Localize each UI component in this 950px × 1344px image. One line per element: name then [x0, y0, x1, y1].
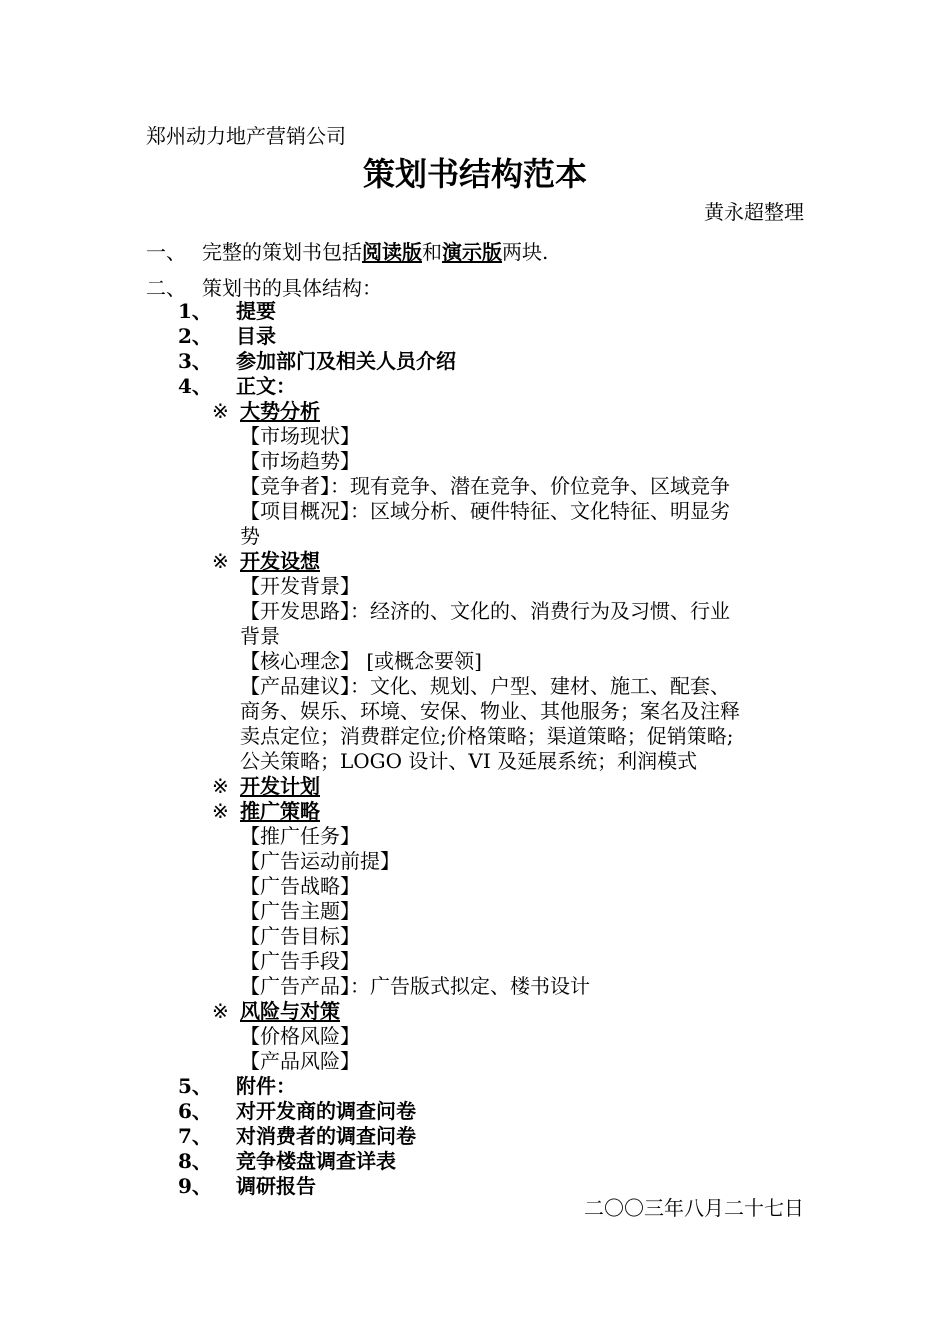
detail-line: 【广告目标】 — [240, 924, 360, 948]
item-2-number: 2、 — [178, 324, 212, 348]
detail-line: 【核心理念】 [或概念要领] — [240, 649, 482, 673]
section-1-number: 一、 — [146, 240, 186, 264]
subsection-3-mark: ※ — [212, 774, 229, 798]
detail-line: 商务、娱乐、环境、安保、物业、其他服务；案名及注释 — [240, 699, 740, 723]
item-9-label: 调研报告 — [236, 1174, 316, 1198]
document-title: 策划书结构范本 — [362, 155, 587, 193]
detail-line: 【广告战略】 — [240, 874, 360, 898]
detail-line: 【开发思路】：经济的、文化的、消费行为及习惯、行业 — [240, 599, 730, 623]
detail-line: 【价格风险】 — [240, 1024, 360, 1048]
item-3-number: 3、 — [178, 349, 212, 373]
detail-line: 【推广任务】 — [240, 824, 360, 848]
detail-line: 【广告运动前提】 — [240, 849, 400, 873]
detail-line: 【广告手段】 — [240, 949, 360, 973]
subsection-2-mark: ※ — [212, 549, 229, 573]
item-2-label: 目录 — [236, 324, 276, 348]
keyword-presentation-version: 演示版 — [442, 240, 502, 264]
section-1-text-b: 和 — [422, 240, 442, 264]
detail-line: 公关策略；LOGO 设计、VI 及延展系统；利润模式 — [240, 749, 698, 773]
item-1-label: 提要 — [236, 299, 276, 323]
keyword-reading-version: 阅读版 — [362, 240, 422, 264]
item-4-label: 正文： — [236, 374, 296, 398]
detail-line: 【竞争者】：现有竞争、潜在竞争、价位竞争、区域竞争 — [240, 474, 730, 498]
detail-line: 【市场趋势】 — [240, 449, 360, 473]
subsection-4-mark: ※ — [212, 799, 229, 823]
item-5-label: 附件： — [236, 1074, 296, 1098]
item-1-number: 1、 — [178, 299, 212, 323]
detail-line: 【广告产品】：广告版式拟定、楼书设计 — [240, 974, 590, 998]
item-8-label: 竞争楼盘调查详表 — [236, 1149, 396, 1173]
detail-line: 【产品建议】：文化、规划、户型、建材、施工、配套、 — [240, 674, 730, 698]
subsection-5-title: 风险与对策 — [240, 999, 340, 1023]
section-2-text: 策划书的具体结构： — [202, 276, 382, 300]
item-8-number: 8、 — [178, 1149, 212, 1173]
company-name: 郑州动力地产营销公司 — [146, 124, 346, 148]
item-4-number: 4、 — [178, 374, 212, 398]
item-3-label: 参加部门及相关人员介绍 — [236, 349, 456, 373]
section-1-text-a: 完整的策划书包括 — [202, 240, 362, 264]
item-6-number: 6、 — [178, 1099, 212, 1123]
section-1-text-c: 两块. — [502, 240, 549, 264]
detail-line: 势 — [240, 524, 260, 548]
subsection-3-title: 开发计划 — [240, 774, 320, 798]
item-9-number: 9、 — [178, 1174, 212, 1198]
item-7-number: 7、 — [178, 1124, 212, 1148]
subsection-1-title: 大势分析 — [240, 399, 320, 423]
detail-line: 背景 — [240, 624, 280, 648]
item-5-number: 5、 — [178, 1074, 212, 1098]
detail-line: 【开发背景】 — [240, 574, 360, 598]
detail-line: 【广告主题】 — [240, 899, 360, 923]
item-7-label: 对消费者的调查问卷 — [236, 1124, 416, 1148]
section-2-number: 二、 — [146, 276, 186, 300]
detail-line: 卖点定位；消费群定位;价格策略；渠道策略；促销策略; — [240, 724, 734, 748]
document-date: 二〇〇三年八月二十七日 — [584, 1196, 804, 1220]
item-6-label: 对开发商的调查问卷 — [236, 1099, 416, 1123]
section-1-text — [202, 240, 548, 265]
subsection-2-title: 开发设想 — [240, 549, 320, 573]
subsection-4-title: 推广策略 — [240, 799, 320, 823]
detail-line: 【产品风险】 — [240, 1049, 360, 1073]
author-line: 黄永超整理 — [704, 200, 804, 224]
detail-line: 【市场现状】 — [240, 424, 360, 448]
subsection-5-mark: ※ — [212, 999, 229, 1023]
subsection-1-mark: ※ — [212, 399, 229, 423]
detail-line: 【项目概况】：区域分析、硬件特征、文化特征、明显劣 — [240, 499, 730, 523]
